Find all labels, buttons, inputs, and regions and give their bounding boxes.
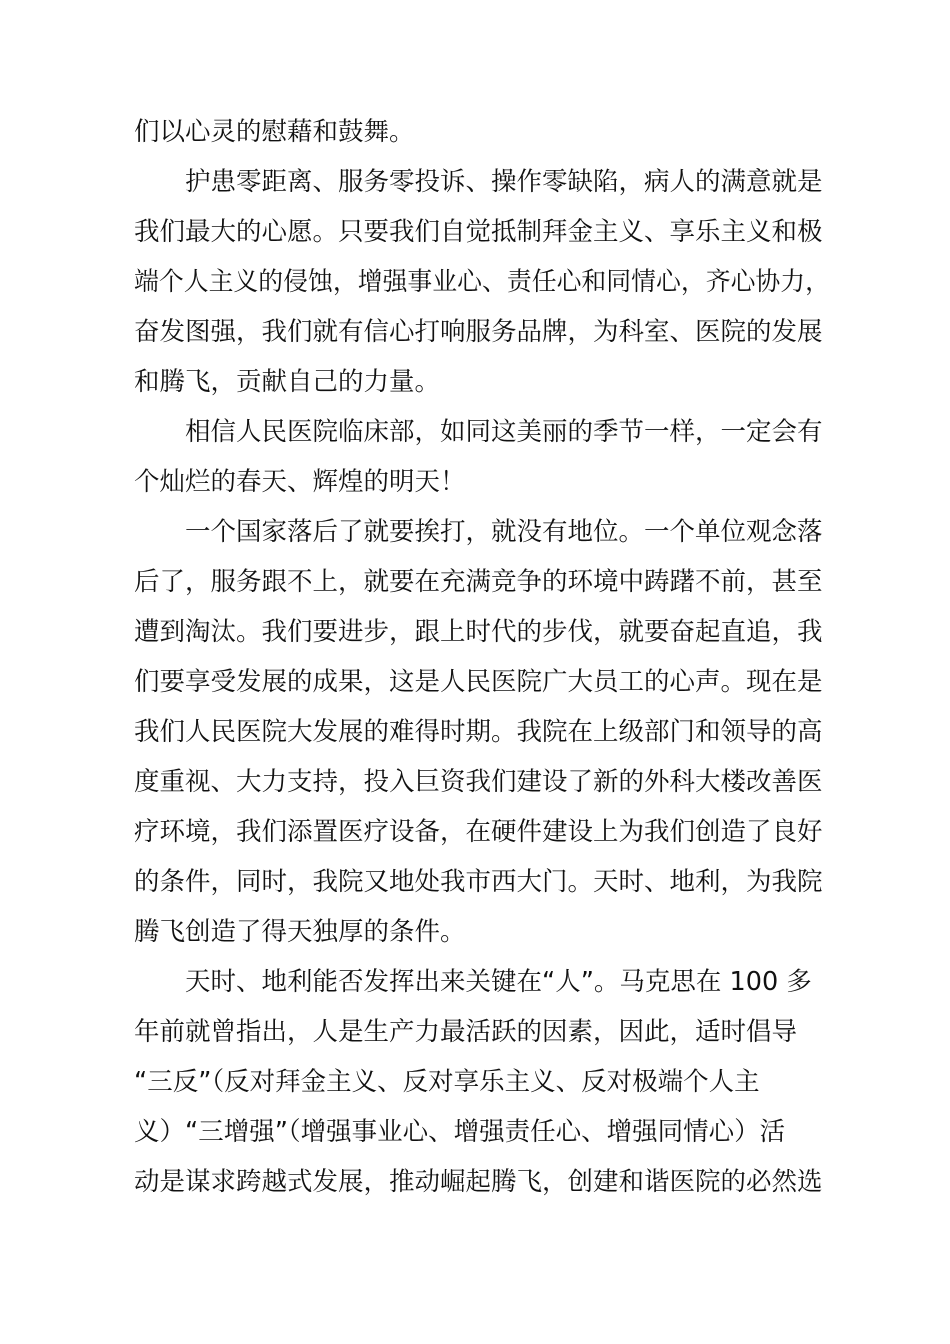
text-line: 个灿烂的春天、辉煌的明天！	[134, 467, 466, 497]
text-line: 端个人主义的侵蚀，增强事业心、责任心和同情心，齐心协力，	[134, 267, 831, 297]
text-line: “三反”（反对拜金主义、反对享乐主义、反对极端个人主	[134, 1067, 760, 1097]
paragraph-first-line: 护患零距离、服务零投诉、操作零缺陷，病人的满意就是	[185, 167, 823, 197]
paragraph-first-line: 一个国家落后了就要挨打，就没有地位。一个单位观念落	[185, 517, 823, 547]
text-line: 奋发图强，我们就有信心打响服务品牌，为科室、医院的发展	[134, 317, 823, 347]
text-line: 们以心灵的慰藉和鼓舞。	[134, 117, 415, 147]
text-line: 遭到淘汰。我们要进步，跟上时代的步伐，就要奋起直追，我	[134, 617, 823, 647]
paragraph-first-line: 相信人民医院临床部，如同这美丽的季节一样，一定会有	[185, 417, 823, 447]
text-line: 义）“三增强”（增强事业心、增强责任心、增强同情心）活	[134, 1117, 786, 1147]
paragraph-first-line: 天时、地利能否发挥出来关键在“人”。马克思在 100 多	[185, 967, 812, 997]
text-line: 动是谋求跨越式发展，推动崛起腾飞，创建和谐医院的必然选	[134, 1167, 823, 1197]
text-line: 我们人民医院大发展的难得时期。我院在上级部门和领导的高	[134, 717, 823, 747]
text-line: 腾飞创造了得天独厚的条件。	[134, 917, 466, 947]
text-line: 和腾飞，贡献自己的力量。	[134, 367, 441, 397]
text-line: 我们最大的心愿。只要我们自觉抵制拜金主义、享乐主义和极	[134, 217, 823, 247]
text-line: 的条件，同时，我院又地处我市西大门。天时、地利，为我院	[134, 867, 823, 897]
text-line: 年前就曾指出，人是生产力最活跃的因素，因此，适时倡导	[134, 1017, 798, 1047]
text-line: 度重视、大力支持，投入巨资我们建设了新的外科大楼改善医	[134, 767, 823, 797]
text-line: 疗环境，我们添置医疗设备，在硬件建设上为我们创造了良好	[134, 817, 823, 847]
text-line: 后了，服务跟不上，就要在充满竞争的环境中踌躇不前，甚至	[134, 567, 823, 597]
text-line: 们要享受发展的成果，这是人民医院广大员工的心声。现在是	[134, 667, 823, 697]
